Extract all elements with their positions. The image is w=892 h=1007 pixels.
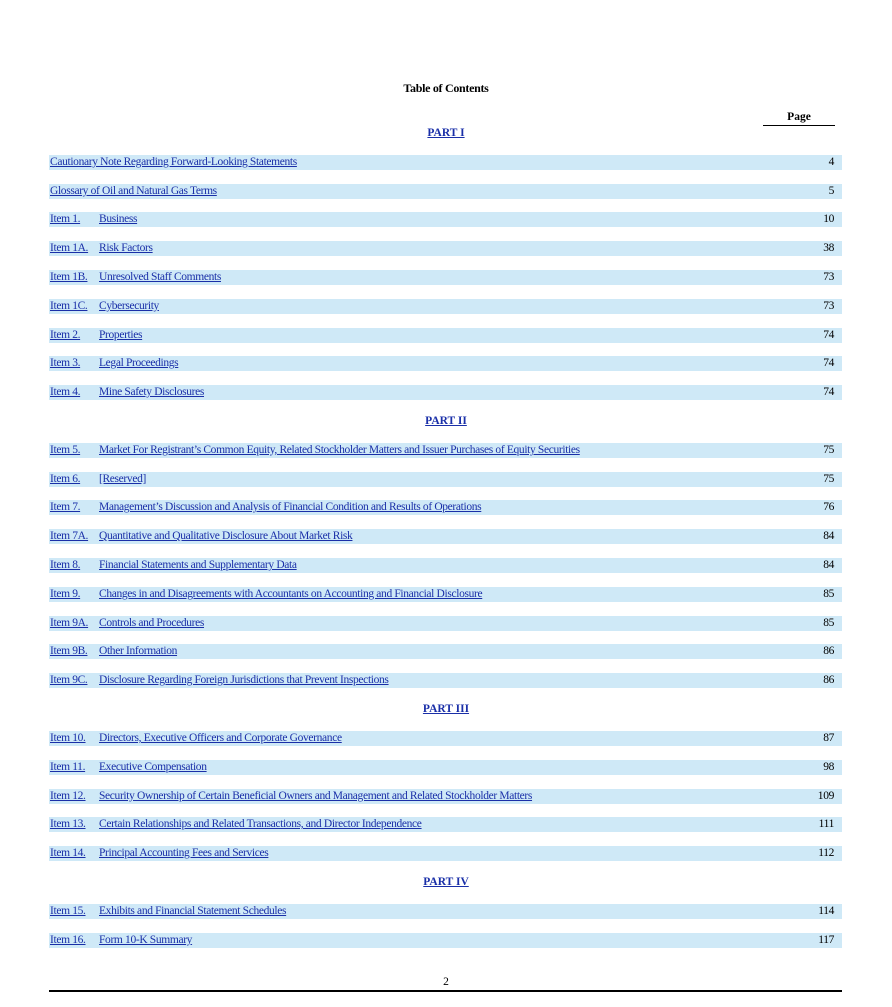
item-code-link[interactable]: Item 14. <box>50 847 86 859</box>
item-code-link[interactable]: Item 5. <box>50 444 81 456</box>
page-number: 73 <box>823 300 834 312</box>
part-3-heading[interactable]: PART III <box>422 703 470 715</box>
toc-row[interactable] <box>49 443 842 458</box>
toc-row[interactable] <box>49 500 842 515</box>
toc-link[interactable]: Certain Relationships and Related Transactions, and Director Independence <box>99 818 422 830</box>
item-code-link[interactable]: Item 1A. <box>50 242 89 254</box>
toc-link[interactable]: Executive Compensation <box>99 761 207 773</box>
toc-link[interactable]: Properties <box>99 329 143 341</box>
page-number: 10 <box>823 213 834 225</box>
part-2-heading[interactable]: PART II <box>425 415 467 427</box>
toc-link[interactable]: Cautionary Note Regarding Forward-Looking Statements <box>50 156 297 168</box>
page-number: 73 <box>823 271 834 283</box>
item-code-link[interactable]: Item 2. <box>50 329 81 341</box>
toc-link[interactable]: Other Information <box>99 645 178 657</box>
page-number: 86 <box>823 645 834 657</box>
toc-link[interactable]: Legal Proceedings <box>99 357 179 369</box>
toc-link[interactable]: Form 10-K Summary <box>99 934 193 946</box>
item-code-link[interactable]: Item 6. <box>50 473 81 485</box>
item-code-link[interactable]: Item 1. <box>50 213 81 225</box>
toc-link[interactable]: Risk Factors <box>99 242 153 254</box>
item-code-link[interactable]: Item 9C. <box>50 674 88 686</box>
page-number: 86 <box>823 674 834 686</box>
page-number: 5 <box>828 185 834 197</box>
toc-row[interactable] <box>49 155 842 170</box>
item-code-link[interactable]: Item 15. <box>50 905 86 917</box>
item-code-link[interactable]: Item 9A. <box>50 617 89 629</box>
toc-link[interactable]: Exhibits and Financial Statement Schedules <box>99 905 287 917</box>
item-code-link[interactable]: Item 12. <box>50 790 86 802</box>
page-number: 76 <box>823 501 834 513</box>
item-code-link[interactable]: Item 1C. <box>50 300 88 312</box>
page-number: 109 <box>817 790 834 802</box>
toc-link[interactable]: Directors, Executive Officers and Corporate Governance <box>99 732 342 744</box>
toc-row[interactable] <box>49 904 842 919</box>
toc-row[interactable] <box>49 270 842 285</box>
page-number: 114 <box>818 905 834 917</box>
page-column-header: Page <box>763 110 835 126</box>
toc-row[interactable] <box>49 385 842 400</box>
toc-row[interactable] <box>49 616 842 631</box>
page-number: 112 <box>818 847 834 859</box>
page-number: 84 <box>823 530 834 542</box>
toc-title: Table of Contents <box>403 81 489 95</box>
part-4-heading[interactable]: PART IV <box>423 876 469 888</box>
page-number: 38 <box>823 242 834 254</box>
part-1-heading[interactable]: PART I <box>427 127 465 139</box>
page-number: 85 <box>823 617 834 629</box>
page-number: 74 <box>823 386 834 398</box>
item-code-link[interactable]: Item 3. <box>50 357 81 369</box>
toc-link[interactable]: Principal Accounting Fees and Services <box>99 847 269 859</box>
item-code-link[interactable]: Item 16. <box>50 934 86 946</box>
toc-link[interactable]: Changes in and Disagreements with Accountants on Accounting and Financial Disclosure <box>99 588 483 600</box>
toc-row[interactable] <box>49 731 842 746</box>
toc-link[interactable]: Financial Statements and Supplementary Data <box>99 559 297 571</box>
item-code-link[interactable]: Item 7A. <box>50 530 89 542</box>
page-number: 87 <box>823 732 834 744</box>
toc-row[interactable] <box>49 789 842 804</box>
toc-link[interactable]: Mine Safety Disclosures <box>99 386 205 398</box>
page-number: 74 <box>823 329 834 341</box>
toc-row[interactable] <box>49 817 842 832</box>
toc-link[interactable]: [Reserved] <box>99 473 146 485</box>
toc-link[interactable]: Cybersecurity <box>99 300 159 312</box>
toc-link[interactable]: Security Ownership of Certain Beneficial Owners and Management and Related Stockholder Matters <box>99 790 533 802</box>
page-number: 4 <box>828 156 834 168</box>
toc-link[interactable]: Controls and Procedures <box>99 617 205 629</box>
toc-row[interactable] <box>49 212 842 227</box>
toc-link[interactable]: Market For Registrant’s Common Equity, Related Stockholder Matters and Issuer Purchases of Equity Securities <box>99 444 580 456</box>
toc-link[interactable]: Unresolved Staff Comments <box>99 271 221 283</box>
item-code-link[interactable]: Item 9B. <box>50 645 88 657</box>
toc-row[interactable] <box>49 933 842 948</box>
page-number: 74 <box>823 357 834 369</box>
item-code-link[interactable]: Item 11. <box>50 761 86 773</box>
toc-link[interactable]: Disclosure Regarding Foreign Jurisdictions that Prevent Inspections <box>99 674 389 686</box>
toc-row[interactable] <box>49 587 842 602</box>
toc-link[interactable]: Glossary of Oil and Natural Gas Terms <box>50 185 217 197</box>
page-number: 85 <box>823 588 834 600</box>
toc-row[interactable] <box>49 760 842 775</box>
item-code-link[interactable]: Item 13. <box>50 818 86 830</box>
page-number: 117 <box>818 934 834 946</box>
page-number: 75 <box>823 473 834 485</box>
footer-rule <box>49 990 842 992</box>
page-number: 75 <box>823 444 834 456</box>
toc-row[interactable] <box>49 558 842 573</box>
toc-row[interactable] <box>49 673 842 688</box>
toc-row[interactable] <box>49 356 842 371</box>
toc-link[interactable]: Management’s Discussion and Analysis of Financial Condition and Results of Operations <box>99 501 482 513</box>
toc-row[interactable] <box>49 472 842 487</box>
item-code-link[interactable]: Item 1B. <box>50 271 88 283</box>
page-number: 111 <box>818 818 834 830</box>
toc-link[interactable]: Quantitative and Qualitative Disclosure About Market Risk <box>99 530 353 542</box>
toc-row[interactable] <box>49 241 842 256</box>
item-code-link[interactable]: Item 10. <box>50 732 86 744</box>
toc-row[interactable] <box>49 529 842 544</box>
item-code-link[interactable]: Item 9. <box>50 588 81 600</box>
toc-row[interactable] <box>49 184 842 199</box>
toc-link[interactable]: Business <box>99 213 138 225</box>
footer-page-number: 2 <box>443 976 449 988</box>
toc-row[interactable] <box>49 299 842 314</box>
toc-row[interactable] <box>49 328 842 343</box>
item-code-link[interactable]: Item 4. <box>50 386 81 398</box>
toc-row[interactable] <box>49 644 842 659</box>
page-number: 98 <box>823 761 834 773</box>
item-code-link[interactable]: Item 8. <box>50 559 81 571</box>
toc-row[interactable] <box>49 846 842 861</box>
item-code-link[interactable]: Item 7. <box>50 501 81 513</box>
page-number: 84 <box>823 559 834 571</box>
